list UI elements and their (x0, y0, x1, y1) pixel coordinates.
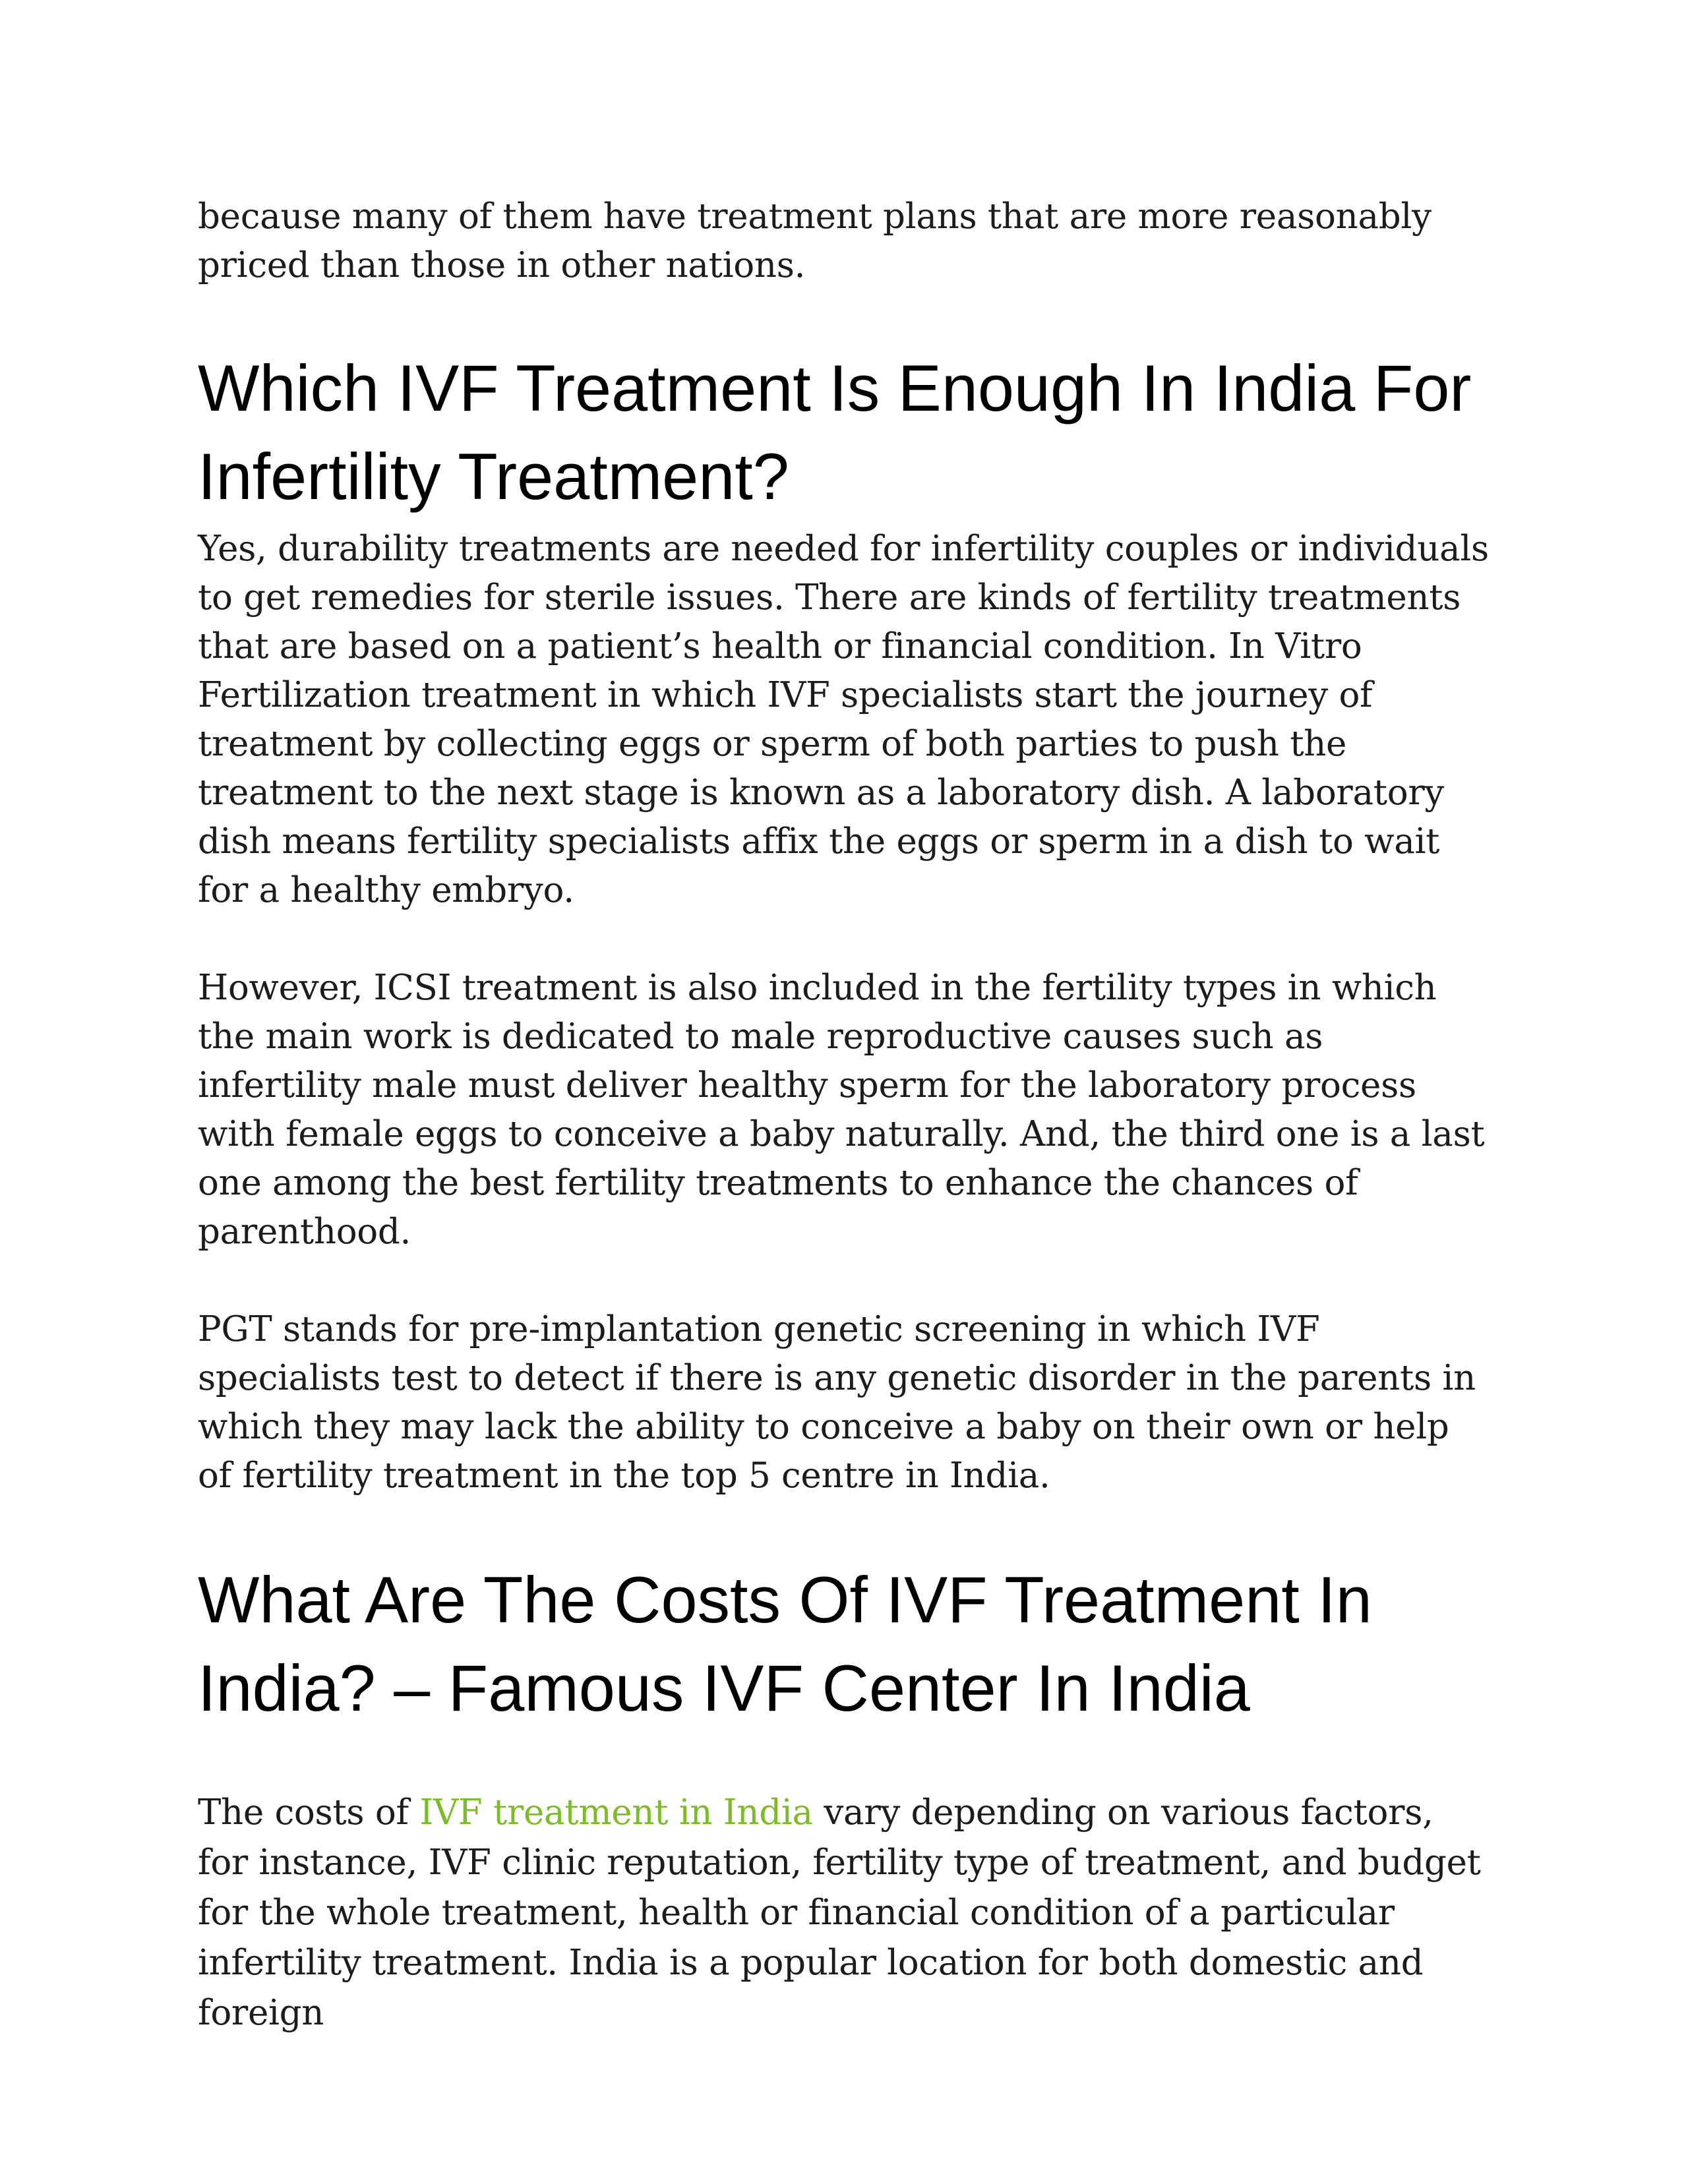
paragraph-icsi-treatment: However, ICSI treatment is also included in the fertility types in which the main work is dedicated to male reproductive causes such as infertility male must deliver healthy sperm for the laboratory process with female eggs to conceive a baby naturally. And, the third one is a last one among the best fertility treatments to enhance the chances of parenthood. (198, 968, 1485, 1252)
paragraph-durability-treatments: Yes, durability treatments are needed for infertility couples or individuals to get remedies for sterile issues. There are kinds of fertility treatments that are based on a patient’s health or financial condition. In Vitro Fertilization treatment in which IVF specialists start the journey of treatment by collecting eggs or sperm of both parties to push the treatment to the next stage is known as a laboratory dish. A laboratory dish means fertility specialists affix the eggs or sperm in a dish to wait for a healthy embryo. (198, 529, 1489, 910)
intro-paragraph: because many of them have treatment plans that are more reasonably priced than those in other nations. (198, 196, 1432, 285)
paragraph-pgt: PGT stands for pre-implantation genetic screening in which IVF specialists test to detect if there is any genetic disorder in the parents in which they may lack the ability to conceive a baby on their own or help of fertility treatment in the top 5 centre in India. (198, 1309, 1476, 1496)
paragraph-costs (198, 1788, 1490, 2038)
paragraph-costs-lead: The costs of (198, 1792, 420, 1833)
ivf-treatment-india-link[interactable]: IVF treatment in India (419, 1792, 813, 1833)
heading-ivf-treatment-types: Which IVF Treatment Is Enough In India For Infertility Treatment? (198, 351, 1472, 513)
heading-ivf-costs: What Are The Costs Of IVF Treatment In India? – Famous IVF Center In India (198, 1563, 1372, 1725)
paragraph-costs-rest: vary depending on various factors, for instance, IVF clinic reputation, fertility type of treatment, and budget for the whole treatment, health or financial condition of a particular infertility treatment. India is a popular location for both domestic and foreign (198, 1792, 1481, 2033)
document-body (198, 192, 1490, 2038)
